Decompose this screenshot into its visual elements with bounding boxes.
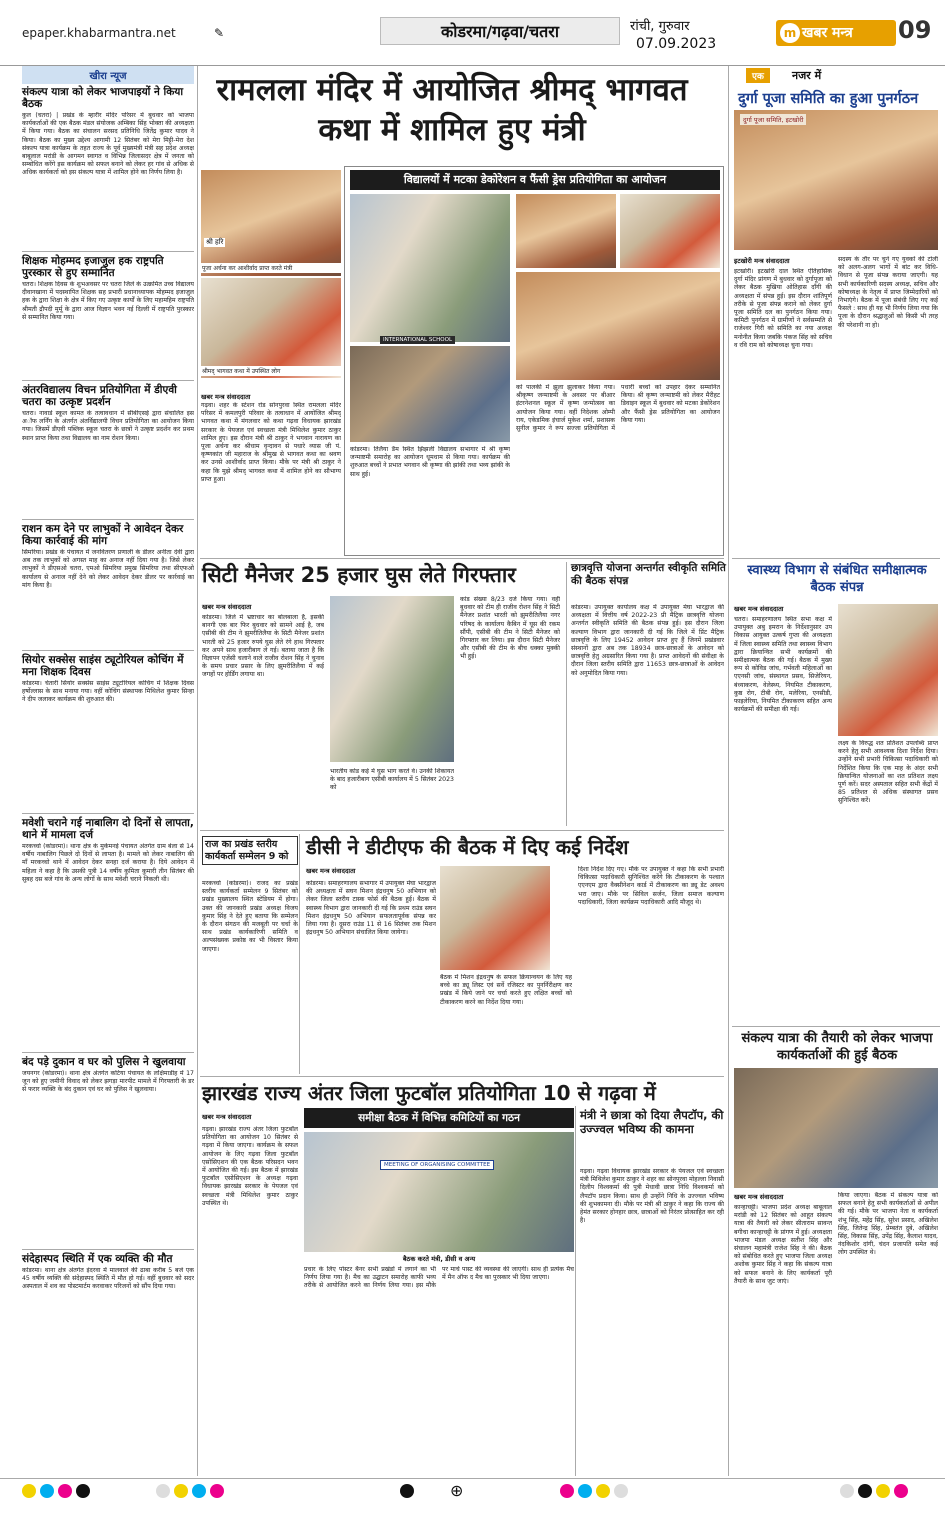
rjd-headline: राज का प्रखंड स्तरीय कार्यकर्ता सम्मेलन 9 को	[202, 836, 298, 865]
school-photo-3	[620, 194, 720, 268]
city-headline: सिटी मैनेजर 25 हजार घुस लेते गिरफ्तार	[202, 563, 516, 587]
brief-body: कोडरमा। थाना क्षेत्र अंतर्गत इंदरवा में मालवाले की ढाबा करीब 5 बजे एक 45 वर्षीय व्यक्ति की संदेहास्पद स्थिति में मौत हो गई। वहीं बुधवार को सदर अस्पताल में शव का पोस्टमार्टम करवाकर परिजनों को सौंप दिया गया।	[22, 1267, 194, 1291]
color-dot	[560, 1484, 574, 1498]
brief-body: चतरा। शिक्षक दिवस के शुभअवसर पर चतरा जिले के उत्क्रमित उच्च विद्यालय दीवानखाना में पदस्थापित शिक्षक सह प्रभारी प्रधानाध्यापक मोहम्मद इजाजुल हक के द्वारा शिक्षा के क्षेत्र में किए गए उत्कृष्ट कार्यों के लिए महामहिम राष्ट्रपति श्रीमती द्रौपदी मुर्मू के द्वारा आज विज्ञान भवन नई दिल्ली में राष्ट्रपति पुरस्कार से सम्मानित किया गया।	[22, 281, 194, 321]
brief-headline: अंतरविद्यालय विचन प्रतियोगिता में डीएवी चतरा का उत्कृष्ट प्रदर्शन	[22, 384, 177, 408]
lead-photo-1	[201, 170, 341, 276]
school-sign: INTERNATIONAL SCHOOL	[380, 336, 455, 344]
brief-body: जयनगर (कोडरमा)। थाना क्षेत्र अंतर्गत कटिया पंचायत के लक्षिमाडीह में 17 जून को हुए जमीनी विवाद को लेकर झगड़ा मारपीट मामले में गिरफ्तारी के डर से फरार व्यक्ति के बंद दुकान एवं घर को पुलिस ने खुलवाया।	[22, 1070, 194, 1094]
durga-banner: दुर्गा पूजा समिति, इटखोरी	[740, 114, 806, 125]
cursor-icon: ✎	[214, 26, 225, 40]
brief-headline: राशन कम देने पर लाभुकों ने आवेदन देकर किया कार्रवाई की मांग	[22, 523, 184, 547]
brand-mark-icon: m	[780, 23, 800, 43]
lead-photo-2	[201, 278, 341, 378]
color-dot	[22, 1484, 36, 1498]
brief-headline: बंद पड़े दुकान व घर को पुलिस ने खुलवाया	[22, 1056, 186, 1068]
color-dot	[210, 1484, 224, 1498]
brief-headline: संदेहास्पद स्थिति में एक व्यक्ति की मौत	[22, 1253, 173, 1265]
school-photo-4	[516, 272, 720, 380]
brief-body: सिमरिया। प्रखंड के पंचायत में जनवितरण प्रणाली के डीलर अनीता देवी द्वारा अब तक लाभुकों को अगस्त माह का अनाज नहीं दिया गया है। जिसे लेकर लाभुकों ने डीएसओ चतरा, एमओ सिमरिया प्रमुख सिमरिया तथा सीएफओ कार्यालय से अनाज नहीं देने को लेकर आवेदन देकर डीलर पर कार्रवाई का मांग किया है।	[22, 549, 194, 589]
football-story-body: गढ़वा। झारखंड राज्य अंतर जिला फुटबॉल प्रतियोगिता का आयोजन 10 सितंबर से गढ़वा में किया जाएगा। कार्यक्रम के सफल आयोजन के लिए गढ़वा जिला फुटबॉल एसोसिएशन की एक बैठक परिसदन भवन में आयोजित की गई। इस बैठक में झारखंड फुटबॉल एसोसिएशन के अध्यक्ष गढ़वा विधायक झारखंड सरकार के पेयजल एवं स्वच्छता मंत्री मिथिलेश कुमार ठाकुर उपस्थित थे।	[202, 1126, 298, 1207]
color-dot	[192, 1484, 206, 1498]
brief-headline: शिक्षक मोहम्मद इजाजुल हक राष्ट्रपति पुरस्कार से हुए सम्मानित	[22, 255, 164, 279]
school-headline: विद्यालयों में मटका डेकोरेशन व फैंसी ड्रेस प्रतियोगिता का आयोजन	[350, 170, 720, 190]
durga-story-body: इटखोरी। इटखोरी दाल स्थित ऐतिहासिक दुर्गा मंदिर प्रांगण में बुधवार को दुर्गापूजा को लेकर बैठक मुखिया ओतिहास दाँगी की अध्यक्षता में संपन्न हुई। इस दौरान शांतिपूर्ण तरीके से पूजा संपन्न कराने को लेकर दुर्गा पूजा समिति दल का पुनर्गठन किया गया। कमिटी पुनर्गठन में ग्रामीणों ने सर्वसम्मति से राजेश्वर गिरी को समिति का नया अध्यक्ष मनोनीत किया जबकि पंकज सिंह को सचिव व रवि राम को कोषाध्यक्ष चुना गया।	[734, 268, 832, 349]
color-dot	[596, 1484, 610, 1498]
story-byline: खबर मन्त्र संवाददाता	[201, 393, 251, 401]
laptop-story-body: गढ़वा। गढ़वा विधायक झारखंड सरकार के पेयजल एवं स्वच्छता मंत्री मिथिलेश कुमार ठाकुर ने शहर का सोनपुरवा मोहल्ला निवासी दिलीप विश्वकर्मा की पुत्री मेधावी छात्रा निधि विश्वकर्मा को लैपटॉप प्रदान किया। साथ ही उन्होंने निधि के उज्ज्वल भविष्य की शुभकामना दी। मौके पर मंत्री श्री ठाकुर ने कहा कि राज्य की हेमंत सरकार होनहार छात्र, छात्राओं को निरंतर प्रोत्साहित कर रही है।	[580, 1168, 724, 1225]
city-story-body: कोडरमा। जिले में भ्रष्टाचार का बोलबाला है, इसकी बानगी एक बार फिर बुधवार को सामने आई है, जब एसीबी की टीम ने झुमरीतिलैया के सिटी मैनेजर प्रशांत भारती को 25 हजार रुपये घुस लेते रंगे हाथ गिरफ्तार कर अपने साथ हजारीबाग ले गई। बताया जाता है कि विज्ञापन एजेंसी चलाने वाले राजीव रोशन सिंह ने चुनाव के समय प्रचार प्रसार के लिए झुमरीतिलैया में कई जगहों पर होर्डिंग लगाया था।	[202, 614, 324, 679]
story-byline: इटखोरी मन्त्र संवाददाता	[734, 257, 790, 265]
school-photo-5	[350, 346, 510, 442]
rjd-story-body: मरकच्चो (कोडरमा)। राजद का प्रखंड स्तरीय कार्यकर्ता सम्मेलन 9 सितंबर को प्रखंड मुख्यालय स्थित स्टेडियम में होगा। उक्त की जानकारी प्रखंड अध्यक्ष विजय कुमार सिंह ने देते हुए बताया कि सम्मेलन के दौरान संगठन की मजबूती पर चर्चा के साथ प्रखंड कार्यकारिणी समिति व अल्पसंख्यक प्रकोष्ठ का भी विस्तार किया जाएगा।	[202, 880, 298, 953]
color-dot	[400, 1484, 414, 1498]
bjp-photo	[734, 1068, 938, 1188]
color-dot	[156, 1484, 170, 1498]
photo-caption: पूजा अर्चना कर आशीर्वाद प्राप्त करते मंत्री	[201, 263, 341, 273]
dc-story-body-3: दिशा निर्देश दिए गए। मौके पर उपायुक्त ने कहा कि सभी प्रभारी चिकित्सा पदाधिकारी सुनिश्चित करेंगे कि टीकाकरण के पश्चात एएनएम द्वारा वैक्सीनेशन कार्ड में टीकाकरण का ड्यू डेट अवश्य भरा जाए। मौके पर सिविल सर्जन, जिला समाज कल्याण पदाधिकारी, जिला कार्यक्रम पदाधिकारी आदि मौजूद थे।	[578, 866, 724, 906]
registration-mark-icon: ⊕	[450, 1481, 464, 1500]
review-story-body: प्रचार के लिए पोस्टर बैनर सभी प्रखंडों में लगाने का भी निर्णय लिया गया है। मैच का उद्घाटन समारोह काफी भव्य तरीके से आयोजित करने का निर्णय लिया गया। इस मौके पर मार्च पास्ट की व्यवस्था की जाएगी। साथ ही प्रत्येक मैच में मैन ऑफ द मैच का पुरस्कार भी दिया जाएगा।	[304, 1266, 574, 1290]
dc-headline: डीसी ने डीटीएफ की बैठक में दिए कई निर्देश	[306, 835, 629, 859]
color-dot	[174, 1484, 188, 1498]
brief-body: कुल (चतरा) | प्रखंड के म्हारीर मंदिर परिसर में बुधवार को भाजपा कार्यकर्ताओं की एक बैठक मंडल संयोजक अम्बिका सिंह भोक्ता की अध्यक्षता में किया गया। बैठक का संचालन सरसद प्रतिनिधि जितेंद्र कुमार यादव ने किया। बैठक का मुख्य उद्देश्य आगामी 12 सितंबर को मेरा मिट्टी-मेरा देश संकल्प यात्रा कार्यक्रम के तहत राज्य के पूर्व मुख्यमंत्री मंत्री सह प्रदेश अध्यक्ष बाबूलाल मरांडी के आगमन स्वागत व विभिन्न जिलासदर क्षेत्र में जनता को सम्बोधित करेंगे इस कार्यक्रम को सफल बनाने को लेकर हर गांव से अधिक से अधिक कार्यकर्ता को इस संकल्प यात्रा में शामिल होने का निर्णय लिया है।	[22, 112, 194, 177]
laptop-headline: मंत्री ने छात्रा को दिया लैपटॉप, की उज्ज्वल भविष्य की कामना	[580, 1108, 724, 1136]
city-story-body-2: कांड संख्या 8/23 दर्ज किया गया। वही बुधवार को टीम ही राजीव रोशन सिंह ने सिटी मैनेजर प्रशांत भारती को झुमरीतिलैया नगर परिषद के कार्यालय कैबिन में घूस की रकम सौंपी, एसीबी की टीम ने सिटी मैनेजर को गिरफ्तार कर लिया। इस दौरान सिटी मैनेजर और एसीबी की टीम के बीच धक्का मुक्की भी हुई।	[460, 596, 560, 661]
section-title: कोडरमा/गढ़वा/चतरा	[380, 17, 620, 45]
review-headline: समीक्षा बैठक में विभिन्न कमिटियों का गठन	[304, 1108, 574, 1128]
brief-body: चतरा। नावार्ड स्कूल कामत के तत्वावधान में सीबीएसई द्वारा संचालित इस अॉफ लर्निंग के अंतर्गत अंतर्विद्यालयी विचन प्रतियोगिता का आयोजन किया गया। जिसमें डीएवी पब्लिक स्कूल चतरा के छात्रों ने उत्कृष्ट प्रदर्शन कर प्रथम स्थान प्राप्त किया तथा विद्यालय का नाम रोशन किया।	[22, 410, 194, 442]
school-photo-2	[516, 194, 616, 268]
health-headline: स्वास्थ्य विभाग से संबंधित समीक्षात्मक बैठक संपन्न	[747, 563, 927, 595]
school-story-lead: कोडरमा। तिलैया डैम स्थित झिझली विद्यालय सभागार में श्री कृष्ण जन्माष्टमी समारोह का आयोजन धूमधाम से किया गया। कार्यक्रम की शुरुआत बच्चों ने प्रभात भगवान श्री कृष्णा की झांकी तथा भव्य झांकी के साथ हुई।	[350, 446, 510, 478]
color-dot	[76, 1484, 90, 1498]
color-dot	[614, 1484, 628, 1498]
story-byline: खबर मन्त्र संवाददाता	[734, 1193, 784, 1201]
bjp-story-body: कान्हाचट्टी। भाजपा प्रदेश अध्यक्ष बाबूलाल मरांडी को 12 सितंबर को आहूत संकल्प यात्रा की तैयारी को लेकर सीताराम सावन्त बगीचा कान्हाचट्टी के प्रांगण में हुई। अध्यक्षता भाजपा मंडल अध्यक्ष सतीश सिंह और संचालन महामंत्री राजेश सिंह ने की। बैठक को संबोधित करते हुए भाजपा जिला अध्यक्ष अशोक कुमार सिंह ने कहा कि संकल्प यात्रा को सफल बनाने के लिए कार्यकर्ता पूरी तैयारी के साथ जुट जाएं।	[734, 1204, 832, 1285]
scholarship-headline: छात्रवृत्ति योजना अन्तर्गत स्वीकृति समिति की बैठक संपन्न	[571, 562, 726, 587]
color-dot	[58, 1484, 72, 1498]
site-url[interactable]: epaper.khabarmantra.net	[22, 26, 176, 40]
brief-body: कोडरमा। चेतारी सियोर सक्सेस साइंस ट्यूटोरियल कोचिंग में शिक्षक दिवस हर्षोल्लास के साथ मनाया गया। वहीं कोचिंग संस्थापक मिथिलेश कुमार सिन्हा ने दीप जलाकर कार्यक्रम की शुरुआत की।	[22, 680, 194, 704]
color-dot	[578, 1484, 592, 1498]
brief-body: मरकच्चो (कोडरमा)। थाना क्षेत्र के मुर्केमनई पंचायत अंतर्गत ग्राम बेला से 14 वर्षीय नाबालिग पिछले दो दिनों से लापता है। मामले को लेकर नाबालिग की माँ मरकच्चो थाने में आवेदन देकर सनहा दर्ज कराया है। दिये आवेदन में महिला ने कहा है कि उसकी पुत्री 14 वर्षीय कुमिता कुमारी तीन सितंबर की सुबह दस बजे गांव के अन्य लोगों के साथ मवेशी चराने निकली थी।	[22, 843, 194, 883]
durga-headline: दुर्गा पूजा समिति का हुआ पुनर्गठन	[738, 91, 919, 107]
story-byline: खबर मन्त्र संवाददाता	[734, 605, 784, 613]
photo-caption: श्रीमद् भागवत कथा में उपस्थित लोग	[201, 366, 341, 376]
school-photo-1	[350, 194, 510, 342]
color-dot	[858, 1484, 872, 1498]
scholarship-story-body: कोडरमा। उपायुक्त कार्यालय कक्ष में उपायुक्त मेघा भारद्वाज की अध्यक्षता में वित्तीय वर्ष 2022-23 प्री मैट्रिक छात्रवृत्ति योजना अन्तर्गत स्वीकृति समिति की बैठक संपन्न हुई। इस दौरान जिला कल्याण विभाग द्वारा जानकारी दी गई कि जिले में प्रिंट मैट्रिक छात्रवृत्ति के लिए 19452 आवेदन प्राप्त हुए हैं जिनमें प्रखंडवार संस्थानों द्वारा अब तक 18934 छात्र-छात्राओं के आवेदन को छात्रवृत्ति हेतु अग्रसारित किया गया है। प्राप्त आवेदनों की संवीक्षा के दौरान जिला स्तरीय समिति द्वारा 11653 छात्र-छात्राओं के आवेदन को अनुमोदित किया गया।	[571, 604, 724, 677]
brief-headline: मवेशी चराने गई नाबालिग दो दिनों से लापता, थाने में मामला दर्ज	[22, 817, 194, 841]
durga-photo	[734, 110, 938, 250]
brand-logo	[776, 20, 896, 46]
review-photo	[304, 1132, 574, 1252]
news-tag: खीरा न्यूज	[22, 66, 194, 84]
left-column	[22, 66, 194, 1476]
brief-headline: सियोर सक्सेस साइंस ट्यूटोरियल कोचिंग में मना शिक्षक दिवस	[22, 654, 184, 678]
dc-story-body: कोडरमा। समाहरणालय सभागार में उपायुक्त मेघा भारद्वाज की अध्यक्षता में सघन मिशन इंद्रधनुष 50 अभियान को लेकर जिला स्तरीय टास्क फोर्स की बैठक हुई। बैठक में स्वास्थ्य विभाग द्वारा जानकारी दी गई कि प्रथम राउंड सघन मिशन इंद्रधनुष 50 अभियान सफलतापूर्वक संपन्न कर लिया गया है। दूसरा राउंड 11 से 16 सितंबर तक मिशन इंद्रधनुष 50 अभियान संचालित किया जायेगा।	[306, 880, 436, 937]
health-story-body-2: लक्ष्य के विरुद्ध शत प्रतिशत उपलब्धि प्राप्त करने हेतु सभी आवश्यक दिशा निर्देश दिया। उन्होंने सभी प्रभारी चिकित्सा पदाधिकारी को निर्देशित किया कि एक माह के अंदर सभी क्रियान्वित योजनाओं का शत प्रतिशत लक्ष्य पूर्ण करें। सदर अस्पताल सहित सभी केंद्रों में 85 प्रतिशत से अधिक संस्थागत प्रसव सुनिश्चित करें।	[838, 740, 938, 805]
edition-date: 07.09.2023	[636, 36, 717, 52]
school-story-body: को पालकी में झूला झुलाकर किया गया। श्रीकृष्ण जन्माष्टमी के अवसर पर बीआर इंटरनेशनल स्कूल में कृष्ण जन्मोत्सव का आयोजन किया गया। वहीं निदेशक ओम्पी राय, एकेडमिक इंचार्ज मुकेश शर्मा, प्रशासक सुनील कुमार ने रूप सज्जा प्रतियोगिता में पधारीं बच्चों को उपहार देकर सम्मानित किया। श्री कृष्ण जन्माष्टमी को लेकर मैरीहट डिवाइन स्कूल में बुधवार को मटका डेकोरेशन और फैंसी ड्रेस प्रतियोगिता का आयोजन किया गया।	[516, 384, 720, 433]
city-photo-caption: भारतीय कोड कई में घुस भाग करते वे। उनकी शिकायत के बाद हजारीबाग एसीबी कार्यालय में 5 सितंबर 2023 को	[330, 768, 454, 792]
ek-badge: एक	[746, 68, 770, 83]
color-dot	[876, 1484, 890, 1498]
story-byline: खबर मन्त्र संवाददाता	[306, 867, 356, 875]
dc-story-body-2: बैठक में मिशन इंद्रधनुष के सफल क्रियान्वयन के लिए यह बच्चे का ड्यू लिस्ट एवं सर्वे रजिस्टर का पुनर्निरीक्षण कर प्रखंड में किये जाने पर चर्चा करते हुए लक्षित बच्चों को टीकाकरण करने का निर्देश दिया गया।	[440, 974, 572, 1006]
bjp-headline: संकल्प यात्रा की तैयारी को लेकर भाजपा कार्यकर्ताओं की हुई बैठक	[741, 1031, 933, 1063]
health-portrait-photo	[838, 604, 938, 736]
story-byline: खबर मन्त्र संवाददाता	[202, 1113, 252, 1121]
photo-label: श्री हरि	[206, 238, 224, 246]
durga-story-body-2: सदस्य के तौर पर चुने गए युवकों की टोली को अलग-अलग भागों में बांट कर विधि-विधान से पूजा संपन्न कराया जाएगी। यह सभी कार्यकारिणी सदस्य अध्यक्ष, सचिव और कोषाध्यक्ष के नेतृत्व में प्राप्त जिम्मेदारियों को निभाएंगे। बैठक में पूजा संबंधी लिए गए कई फैसले : साथ ही यह भी निर्णय लिया गया कि पूजा के दौरान श्रद्धालुओं को किसी भी तरह की परेशानी ना हो।	[838, 256, 938, 329]
edition-place: रांची, गुरुवार	[630, 19, 690, 34]
bjp-story-body-2: किया जाएगा। बैठक में संकल्प यात्रा को सफल बनाने हेतु सभी कार्यकर्ताओं से अपील की गई। मौके पर भाजपा नेता व कार्यकर्ता शंभू सिंह, महेंद्र सिंह, सुरेश प्रसाद, अखिलेश सिंह, जितेन्द्र सिंह, प्रेम्बतंत दुबे, अखिलेश सिंह, विकास सिंह, उपेंद्र सिंह, कैलाश यादव, नंदकिशोर दांगी, चंदन प्रजापति समेत कई लोग उपस्थित थे।	[838, 1192, 938, 1257]
football-headline: झारखंड राज्य अंतर जिला फुटबॉल प्रतियोगिता 10 से गढ़वा में	[202, 1081, 656, 1105]
brief-headline: संकल्प यात्रा को लेकर भाजपाइयों ने किया बैठक	[22, 86, 184, 110]
lead-headline: रामलला मंदिर में आयोजित श्रीमद् भागवत कथा में शामिल हुए मंत्री	[216, 72, 688, 148]
page-number: 09	[898, 16, 932, 44]
photo-caption: बैठक करते मंत्री, डीसी व अन्य	[402, 1255, 476, 1263]
meeting-banner: MEETING OF ORGANISING COMMITTEE	[380, 1160, 494, 1170]
story-byline: खबर मन्त्र संवाददाता	[202, 603, 252, 611]
color-dot	[894, 1484, 908, 1498]
color-dot	[840, 1484, 854, 1498]
health-story-body: चतरा। समाहरणालय स्थित सभा कक्ष में उपायुक्त अबु इमरान के निर्देशानुसार उप विकास आयुक्त उत्कर्ष गुप्ता की अध्यक्षता में जिला स्वास्थ्य समिति तथा स्वास्थ्य विभाग द्वारा क्रियान्वित सभी कार्यक्रमों की समीक्षात्मक बैठक की गई। बैठक में मुख्य रूप से कोविड जांच, गर्भवती महिलाओं का एएनसी जांच, संस्थागत प्रसव, सिजेरियन, बंध्याकरण, वेलेस्थ्य, नियमित टीकाकरण, कुष्ठ रोग, टीबी रोग, मलेरिया, एनसीडी, फाइलेरिया, नियमित टीकाकरण सहित अन्य कार्यक्रमों की समीक्षा की गई।	[734, 616, 832, 714]
dc-portrait-photo	[440, 866, 550, 970]
najar-label: नजर में	[792, 69, 822, 82]
city-photo	[330, 596, 454, 762]
brand-name: खबर मन्त्र	[802, 25, 853, 41]
lead-story-body: गढ़वा। शहर के स्टेशन रोड सोनपुरवा स्थित रामलला मंदिर परिसर में कमलपुरी परिवार के तत्वाधान में आयोजित श्रीमद् भागवत कथा में मंगलवार को कथा गढ़वा विधायक झारखंड सरकार के पेयजल एवं स्वच्छता मंत्री मिथिलेश कुमार ठाकुर शामिल हुए। इस दौरान मंत्री श्री ठाकुर ने भगवान नारायण का पूजा अर्चना कर श्रीधाम वृन्दावन से पधारे व्यास जी पं. कृष्णकांत जी महाराज के श्रीमुख से भागवत कथा का श्रवण कर उनसे आशीर्वाद प्राप्त किया। मौके पर मंत्री श्री ठाकुर ने कहा कि मुझे श्रीमद् भागवत कथा में शामिल होने का सौभाग्य प्राप्त हुआ।	[201, 402, 341, 483]
color-dot	[40, 1484, 54, 1498]
